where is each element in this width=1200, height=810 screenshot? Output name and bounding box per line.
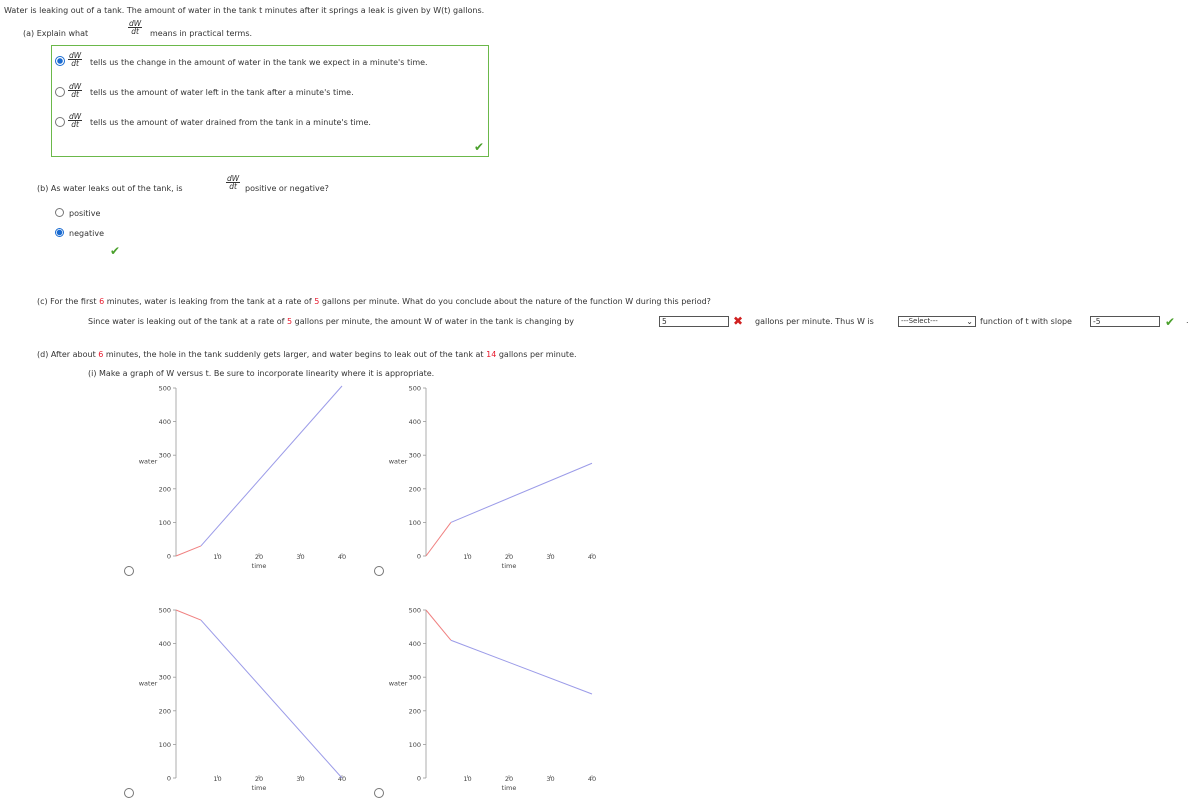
series-segment-later	[201, 386, 342, 546]
y-tick-label: 0	[166, 774, 171, 783]
y-tick-label: 0	[416, 774, 421, 783]
part-a-prompt-end: means in practical terms.	[150, 29, 253, 38]
y-tick-label: 300	[408, 451, 421, 460]
part-a-option-3-radio[interactable]	[55, 117, 65, 127]
part-b-positive-radio[interactable]	[55, 208, 64, 217]
part-c-incorrect-x-icon: ✖	[733, 314, 744, 328]
x-tick-label: 20	[504, 553, 514, 561]
series-segment-initial	[176, 546, 201, 556]
part-c-line-3: gallons per minute. Thus W is	[755, 317, 874, 326]
graph-1	[120, 380, 347, 580]
chevron-down-icon: ⌄	[966, 317, 973, 326]
part-a-option-1-text: tells us the change in the amount of water in the tank we expect in a minute's time.	[90, 58, 428, 67]
y-tick-label: 400	[408, 418, 421, 427]
part-b-negative-radio[interactable]	[55, 228, 64, 237]
x-tick-label: 40	[587, 553, 597, 561]
part-a-correct-check-icon: ✔	[474, 140, 485, 154]
part-c-correct-check-icon: ✔	[1165, 315, 1176, 329]
part-c-answer-line: Since water is leaking out of the tank at a rate of 5 gallons per minute, the amount W of water in the tank is changing by	[88, 317, 575, 326]
y-tick-label: 200	[158, 485, 171, 494]
y-axis-label: water	[388, 457, 408, 466]
y-tick-label: 400	[408, 640, 421, 649]
part-b-prompt-end: positive or negative?	[245, 184, 329, 193]
part-b-prompt-start: (b) As water leaks out of the tank, is	[37, 184, 183, 193]
y-tick-label: 100	[158, 518, 171, 527]
x-tick-label: 10	[213, 553, 222, 561]
x-tick-label: 40	[337, 775, 347, 783]
y-axis-label: water	[138, 457, 158, 466]
y-tick-label: 500	[408, 384, 421, 393]
part-a-option-2-radio[interactable]	[55, 87, 65, 97]
x-tick-label: 30	[546, 775, 555, 783]
series-segment-initial	[426, 610, 451, 640]
x-axis-label: time	[501, 562, 517, 570]
x-axis-label: time	[251, 562, 267, 570]
dw-dt-fraction: $\frac{dW}{dt}$	[129, 19, 142, 36]
graph-2-radio[interactable]	[374, 566, 384, 576]
graph-4-radio[interactable]	[374, 788, 384, 798]
y-tick-label: 300	[158, 673, 171, 682]
y-tick-label: 0	[416, 552, 421, 561]
x-tick-label: 40	[587, 775, 597, 783]
y-tick-label: 100	[158, 740, 171, 749]
x-tick-label: 20	[254, 775, 264, 783]
part-a-option-3-text: tells us the amount of water drained from the tank in a minute's time.	[90, 118, 371, 127]
x-axis-label: time	[251, 784, 267, 792]
y-tick-label: 300	[408, 673, 421, 682]
x-tick-label: 30	[546, 553, 555, 561]
part-b-positive-label: positive	[69, 209, 101, 218]
x-tick-label: 20	[254, 553, 264, 561]
graph-1-radio[interactable]	[124, 566, 134, 576]
dw-dt-fraction: $\frac{dW}{dt}$	[227, 174, 240, 191]
graph-4	[370, 602, 597, 802]
y-tick-label: 100	[408, 518, 421, 527]
y-tick-label: 500	[408, 606, 421, 615]
x-axis-label: time	[501, 784, 517, 792]
part-a-option-1-radio[interactable]	[55, 56, 65, 66]
y-axis-label: water	[388, 679, 408, 688]
series-segment-initial	[176, 610, 201, 620]
x-tick-label: 30	[296, 775, 305, 783]
series-segment-later	[451, 463, 592, 522]
x-tick-label: 30	[296, 553, 305, 561]
part-c-change-input[interactable]: 5	[659, 316, 729, 327]
dw-dt-fraction: $\frac{dW}{dt}$	[69, 112, 82, 129]
x-tick-label: 20	[504, 775, 514, 783]
part-c-line-4: function of t with slope	[980, 317, 1072, 326]
x-tick-label: 10	[463, 553, 472, 561]
y-tick-label: 500	[158, 606, 171, 615]
y-tick-label: 200	[408, 485, 421, 494]
graph-3-radio[interactable]	[124, 788, 134, 798]
part-d-sub-i: (i) Make a graph of W versus t. Be sure to incorporate linearity where it is appropriate.	[88, 369, 435, 378]
y-axis-label: water	[138, 679, 158, 688]
part-c-function-type-select[interactable]: ---Select--- ⌄	[898, 316, 976, 327]
part-d-prompt: (d) After about 6 minutes, the hole in the tank suddenly gets larger, and water begins to leak out of the tank at 14 gallons per minute.	[37, 350, 577, 359]
dw-dt-fraction: $\frac{dW}{dt}$	[69, 82, 82, 99]
part-b-correct-check-icon: ✔	[110, 244, 121, 258]
part-a-prompt-start: (a) Explain what	[23, 29, 89, 38]
part-c-trailing-dot: .	[1186, 316, 1189, 325]
y-tick-label: 200	[408, 707, 421, 716]
part-c-prompt: (c) For the first 6 minutes, water is leaking from the tank at a rate of 5 gallons per minute. What do you conclude about the nature of the function W during this period?	[37, 297, 711, 306]
series-segment-later	[201, 620, 342, 778]
y-tick-label: 0	[166, 552, 171, 561]
series-segment-initial	[426, 522, 451, 556]
x-tick-label: 40	[337, 553, 347, 561]
y-tick-label: 400	[158, 640, 171, 649]
part-b-negative-label: negative	[69, 229, 104, 238]
y-tick-label: 100	[408, 740, 421, 749]
x-tick-label: 10	[213, 775, 222, 783]
problem-intro: Water is leaking out of a tank. The amount of water in the tank t minutes after it springs a leak is given by W(t) gallons.	[4, 6, 485, 15]
graph-2	[370, 380, 597, 580]
y-tick-label: 400	[158, 418, 171, 427]
graph-3	[120, 602, 347, 802]
part-c-slope-input[interactable]: -5	[1090, 316, 1160, 327]
dw-dt-fraction: $\frac{dW}{dt}$	[69, 51, 82, 68]
y-tick-label: 500	[158, 384, 171, 393]
x-tick-label: 10	[463, 775, 472, 783]
series-segment-later	[451, 640, 592, 694]
part-a-option-2-text: tells us the amount of water left in the tank after a minute's time.	[90, 88, 354, 97]
y-tick-label: 300	[158, 451, 171, 460]
y-tick-label: 200	[158, 707, 171, 716]
